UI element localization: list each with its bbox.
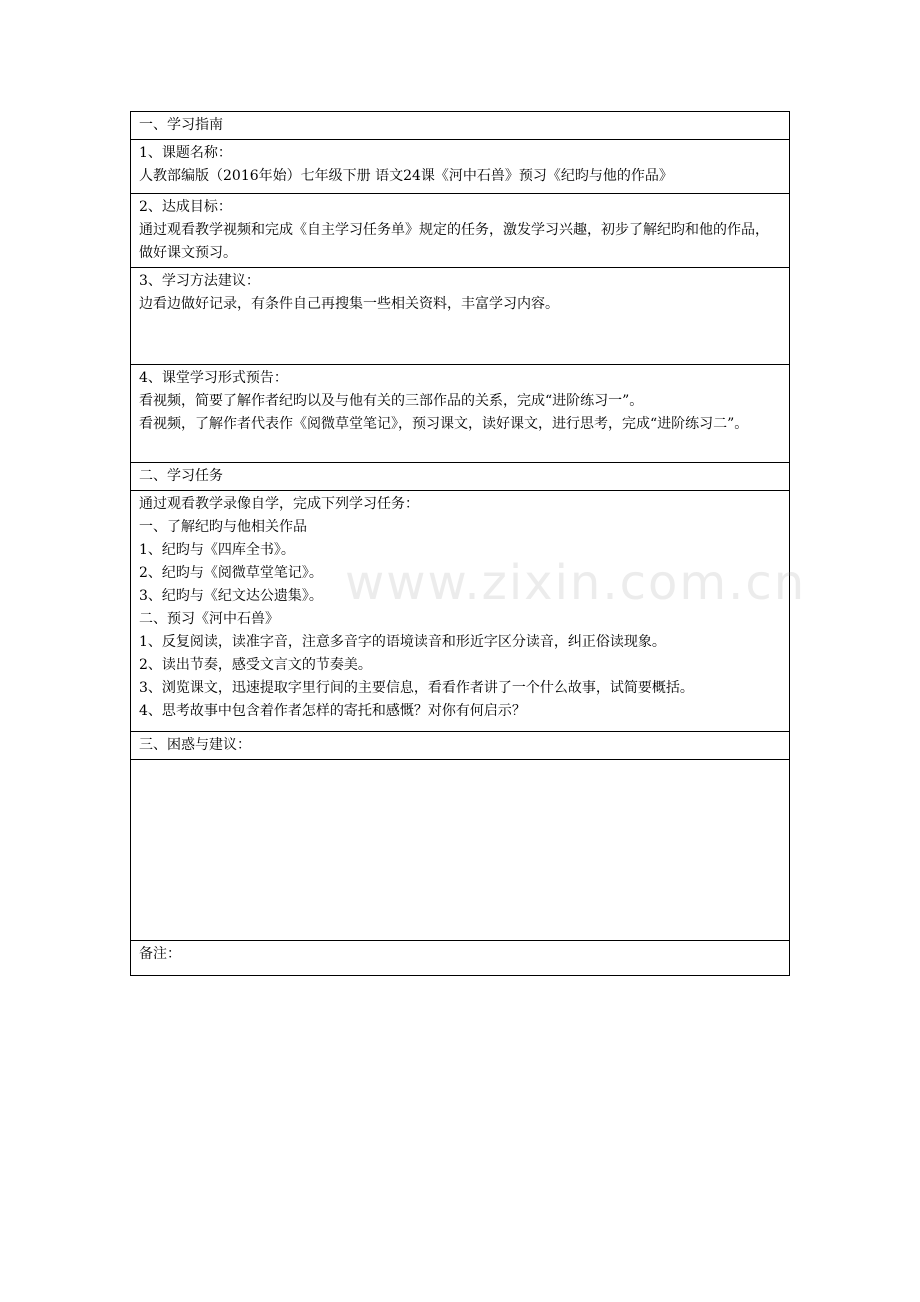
text-line: 3、浏览课文，迅速提取字里行间的主要信息，看看作者讲了一个什么故事，试简要概括。	[139, 680, 694, 696]
study-guide-table	[130, 111, 790, 976]
section-heading-row	[131, 463, 790, 491]
text-line: 4、思考故事中包含着作者怎样的寄托和感慨？对你有何启示？	[139, 703, 526, 719]
section-heading-learning-tasks	[131, 463, 790, 491]
objectives-row	[131, 194, 790, 268]
text-line: 通过观看教学录像自学，完成下列学习任务：	[139, 496, 419, 512]
notes-cell	[131, 941, 790, 976]
blank-answer-area	[131, 760, 790, 941]
text-line: 2、达成目标：	[139, 199, 232, 215]
text-line: 看视频，了解作者代表作《阅微草堂笔记》，预习课文，读好课文，进行思考，完成“进阶练习二”。	[139, 416, 749, 432]
text-line: 三、困惑与建议：	[139, 737, 251, 753]
objectives-cell	[131, 194, 790, 268]
text-line: 一、学习指南	[139, 117, 223, 133]
class-format-cell	[131, 365, 790, 463]
text-line: 看视频，简要了解作者纪昀以及与他有关的三部作品的关系，完成“进阶练习一”。	[139, 393, 644, 409]
text-line: 二、学习任务	[139, 468, 223, 484]
text-line: 1、反复阅读，读准字音，注意多音字的语境读音和形近字区分读音，纠正俗读现象。	[139, 634, 666, 650]
section-heading-row	[131, 112, 790, 140]
text-line: 通过观看教学视频和完成《自主学习任务单》规定的任务，激发学习兴趣，初步了解纪昀和他的作品，做好课文预习。	[139, 222, 769, 261]
watermark: www.zixin.com.cn	[345, 555, 807, 611]
section-heading-row	[131, 732, 790, 760]
method-advice-row	[131, 268, 790, 365]
section-heading-study-guide	[131, 112, 790, 140]
notes-row	[131, 941, 790, 976]
text-line: 1、课题名称：	[139, 145, 232, 161]
text-line: 4、课堂学习形式预告：	[139, 370, 288, 386]
text-line: 2、纪昀与《阅微草堂笔记》。	[139, 565, 323, 581]
text-line: 人教部编版（2016年始）七年级下册 语文24课《河中石兽》预习《纪昀与他的作品》	[139, 168, 673, 184]
blank-answer-row	[131, 760, 790, 941]
text-line: 边看边做好记录，有条件自己再搜集一些相关资料，丰富学习内容。	[139, 296, 559, 312]
topic-name-cell	[131, 140, 790, 194]
section-heading-questions-suggestions	[131, 732, 790, 760]
text-line: 3、纪昀与《纪文达公遗集》。	[139, 588, 323, 604]
text-line: 二、预习《河中石兽》	[139, 611, 279, 627]
text-line: 备注：	[139, 946, 181, 962]
text-line: 1、纪昀与《四库全书》。	[139, 542, 295, 558]
method-advice-cell	[131, 268, 790, 365]
class-format-row	[131, 365, 790, 463]
tasks-cell	[131, 491, 790, 732]
text-line: 2、读出节奏，感受文言文的节奏美。	[139, 657, 372, 673]
text-line: 3、学习方法建议：	[139, 273, 260, 289]
tasks-row	[131, 491, 790, 732]
text-line: 一、了解纪昀与他相关作品	[139, 519, 307, 535]
topic-name-row	[131, 140, 790, 194]
